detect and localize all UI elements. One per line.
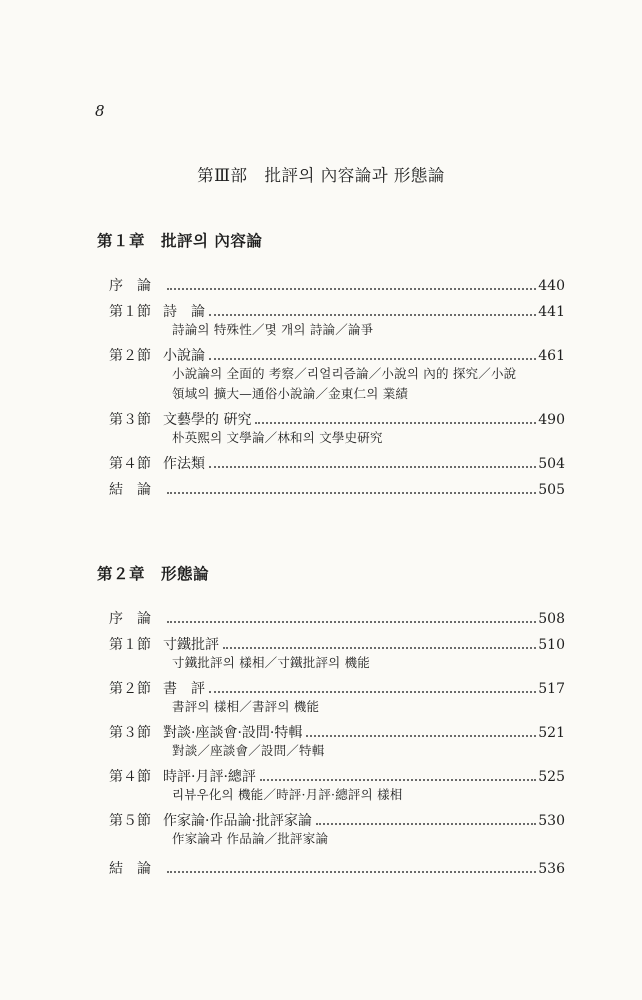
toc-subtopics: 小說論의 全面的 考察／리얼리즘論／小說의 內的 探究／小說 <box>172 366 517 381</box>
toc-page-number: 441 <box>538 304 565 320</box>
toc-page-number: 505 <box>538 482 565 498</box>
toc-section-label: 第３節 <box>109 412 151 428</box>
toc-page-number: 530 <box>538 813 565 829</box>
toc-page-number: 525 <box>538 769 565 785</box>
toc-entry-title: 書 評 <box>163 681 205 697</box>
chapter-title: 第１章 批評의 內容論 <box>97 231 263 250</box>
chapter-title: 第２章 形態論 <box>97 564 210 583</box>
toc-subtopics: 書評의 樣相／書評의 機能 <box>172 699 320 714</box>
toc-section-label: 第２節 <box>109 681 151 697</box>
toc-entry-title: 文藝學的 硏究 <box>163 412 252 428</box>
dot-leader <box>209 452 536 468</box>
toc-section-label: 結 論 <box>109 861 151 877</box>
toc-page-number: 461 <box>538 348 565 364</box>
toc-entry[interactable] <box>97 452 565 474</box>
page-number: 8 <box>95 102 105 120</box>
dot-leader <box>167 478 536 494</box>
toc-section-label: 第３節 <box>109 725 151 741</box>
toc-entry[interactable] <box>97 607 565 629</box>
dot-leader <box>223 633 536 649</box>
toc-page-number: 517 <box>538 681 565 697</box>
toc-entry[interactable] <box>97 677 565 699</box>
toc-list <box>97 274 565 500</box>
toc-entry-title: 作家論·作品論·批評家論 <box>163 813 312 829</box>
toc-entry-title: 對談·座談會·設問·特輯 <box>163 725 303 741</box>
dot-leader <box>306 721 536 737</box>
toc-subtopics: 對談／座談會／設問／特輯 <box>172 743 325 758</box>
toc-subtopics: 리뷰우化의 機能／時評·月評·總評의 樣相 <box>172 787 403 802</box>
toc-entry-title: 作法類 <box>163 456 205 472</box>
toc-entry-title: 詩 論 <box>163 304 205 320</box>
part-title: 第Ⅲ部 批評의 內容論과 形態論 <box>197 166 445 185</box>
toc-section-label: 第１節 <box>109 304 151 320</box>
toc-entry-title: 寸鐵批評 <box>163 637 219 653</box>
dot-leader <box>167 857 536 873</box>
toc-entry[interactable] <box>97 274 565 296</box>
toc-page-number: 440 <box>538 278 565 294</box>
toc-section-label: 序 論 <box>109 278 151 294</box>
toc-entry[interactable] <box>97 721 565 743</box>
dot-leader <box>209 677 536 693</box>
dot-leader <box>209 300 536 316</box>
toc-entry[interactable] <box>97 857 565 879</box>
toc-entry[interactable] <box>97 408 565 430</box>
toc-section-label: 第４節 <box>109 769 151 785</box>
toc-subtopics: 寸鐵批評의 樣相／寸鐵批評의 機能 <box>172 655 370 670</box>
toc-subtopics: 詩論의 特殊性／몇 개의 詩論／論爭 <box>172 322 374 337</box>
toc-list <box>97 607 565 879</box>
toc-page-number: 490 <box>538 412 565 428</box>
toc-section-label: 結 論 <box>109 482 151 498</box>
toc-page-number: 508 <box>538 611 565 627</box>
toc-section-label: 第５節 <box>109 813 151 829</box>
toc-section-label: 第２節 <box>109 348 151 364</box>
toc-subtopics: 領域의 擴大—通俗小說論／金東仁의 業績 <box>172 386 409 401</box>
toc-section-label: 第４節 <box>109 456 151 472</box>
chapter-2 <box>97 562 565 879</box>
dot-leader <box>167 274 536 290</box>
toc-section-label: 序 論 <box>109 611 151 627</box>
toc-subtopics: 作家論과 作品論／批評家論 <box>172 831 329 846</box>
chapter-1 <box>97 229 565 500</box>
dot-leader <box>316 809 536 825</box>
toc-page-number: 521 <box>538 725 565 741</box>
dot-leader <box>255 408 536 424</box>
dot-leader <box>167 607 536 623</box>
toc-entry[interactable] <box>97 809 565 831</box>
toc-entry[interactable] <box>97 478 565 500</box>
toc-page-number: 504 <box>538 456 565 472</box>
toc-entry-title: 小說論 <box>163 348 205 364</box>
dot-leader <box>260 765 536 781</box>
toc-entry-title: 時評·月評·總評 <box>163 769 256 785</box>
toc-section-label: 第１節 <box>109 637 151 653</box>
toc-entry[interactable] <box>97 300 565 322</box>
toc-page-number: 510 <box>538 637 565 653</box>
toc-entry[interactable] <box>97 344 565 366</box>
toc-entry[interactable] <box>97 633 565 655</box>
toc-subtopics: 朴英熙의 文學論／林和의 文學史硏究 <box>172 430 383 445</box>
toc-entry[interactable] <box>97 765 565 787</box>
dot-leader <box>209 344 536 360</box>
toc-page-number: 536 <box>538 861 565 877</box>
